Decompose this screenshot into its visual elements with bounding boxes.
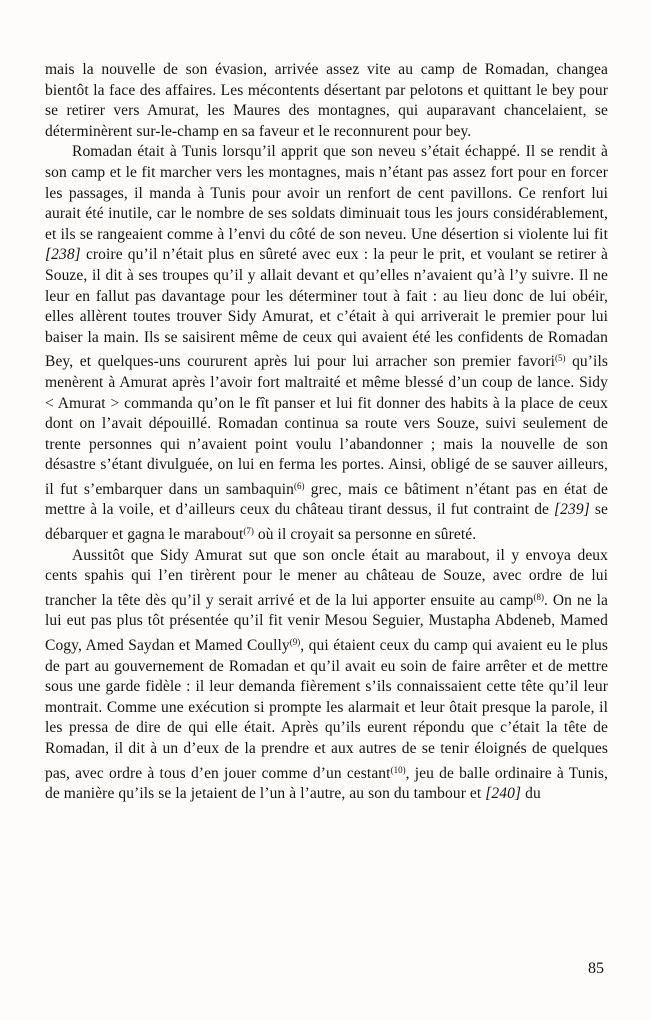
body-text: , jeu de balle ordinaire à Tunis, de manière qu’ils se la jetaient de l’un à l’autre, au son du tambour et: [45, 764, 608, 803]
body-text: Romadan était à Tunis lorsqu’il apprit que son neveu s’était échappé. Il se rendit à son camp et le fit marcher vers les montagnes, mais n’étant pas assez fort pour en forcer les passages, il manda à Tunis pour avoir un renfort de cent pavillons. Ce renfort lui aurait été inutile, car le nombre de ses soldats diminuait tous les jours considérablement, et ils se rangeaient comme à l’envi du côté de son neveu. Une désertion si violente lui fit: [45, 143, 608, 243]
body-text: , qui étaient ceux du camp qui avaient eu le plus de part au gouvernement de Romadan et qu’il avait eu soin de faire arrêter et de mettre sous une garde fidèle : il leur demanda fièrement s’ils connaissaient cette tête qu’il leur montrait. Comme une exécution si prompte les alarmait et leur ôtait presque la parole, il les pressa de dire de qui elle était. Après qu’ils eurent répondu que c’était la tête de Romadan, il dit à un d’eux de la prendre et aux autres de se tenir éloignés de quelques pas, avec ordre à tous d’en jouer comme d’un cestant: [45, 637, 608, 782]
page-reference: [239]: [554, 501, 590, 519]
paragraph: [45, 546, 608, 805]
footnote-marker: (6): [293, 480, 305, 491]
page-number: 85: [588, 960, 604, 977]
body-text: qu’ils menèrent à Amurat après l’avoir fort maltraité et même blessé d’un coup de lance. Sidy < Amurat > commanda qu’on le fît panser et lui fit donner des habits à la place de ceux dont on l’avait dépouillé. Romadan continua sa route vers Souze, suivi seulement de trente personnes qui n’avaient point voulu l’abandonner ; mais la nouvelle de son désastre s’étant divulguée, on lui en ferma les portes. Ainsi, obligé de se sauver ailleurs, il fut s’embarquer dans un sambaquin: [45, 353, 608, 498]
body-text: Aussitôt que Sidy Amurat sut que son oncle était au marabout, il y envoya deux cents spahis qui l’en tirèrent pour le mener au château de Souze, avec ordre de lui trancher la tête dès qu’il y serait arrivé et de la lui apporter ensuite au camp: [45, 546, 608, 609]
body-text: mais la nouvelle de son évasion, arrivée assez vite au camp de Romadan, changea bientôt la face des affaires. Les mécontents désertant par pelotons et quittant le bey pour se retirer vers Amurat, les Maures des montagnes, qui auparavant chancelaient, se déterminèrent sur-le-champ en sa faveur et le reconnurent pour bey.: [45, 61, 608, 140]
body-text: où il croyait sa personne en sûreté.: [253, 526, 477, 544]
text-block: [45, 60, 608, 805]
body-text: grec, mais ce bâtiment n’étant pas en état de mettre à la voile, et d’ailleurs ceux du château tirant dessus, il fut contraint de: [45, 480, 608, 519]
footnote-marker: (10): [390, 764, 406, 775]
paragraph: [45, 142, 608, 545]
body-text: croire qu’il n’était plus en sûreté avec eux : la peur le prit, et voulant se retirer à Souze, il dit à ses troupes qu’il y allait devant et qu’elles n’avaient qu’à l’y suivre. Il ne leur en fallut pas davantage pour les déterminer tout à fait : au lieu donc de lui obéir, elles allèrent toutes trouver Sidy Amurat, et c’était à qui arriverait le premier pour lui baiser la main. Ils se saisirent même de ceux qui avaient été les confidents de Romadan Bey, et quelques-uns coururent après lui pour lui arracher son premier favori: [45, 246, 608, 371]
body-text: . On ne la lui eut pas plus tôt présentée qu’il fit venir Mesou Seguier, Mustapha Abdeneb, Mamed Cogy, Amed Saydan et Mamed Coully: [45, 591, 608, 655]
footnote-marker: (8): [533, 591, 545, 602]
footnote-marker: (9): [289, 637, 301, 648]
body-text: se débarquer et gagna le marabout: [45, 501, 608, 544]
footnote-marker: (7): [243, 526, 254, 537]
body-text: du: [521, 785, 541, 803]
page-reference: [238]: [45, 246, 81, 264]
paragraph: [45, 60, 608, 142]
footnote-marker: (5): [555, 353, 566, 364]
page-reference: [240]: [485, 785, 522, 803]
